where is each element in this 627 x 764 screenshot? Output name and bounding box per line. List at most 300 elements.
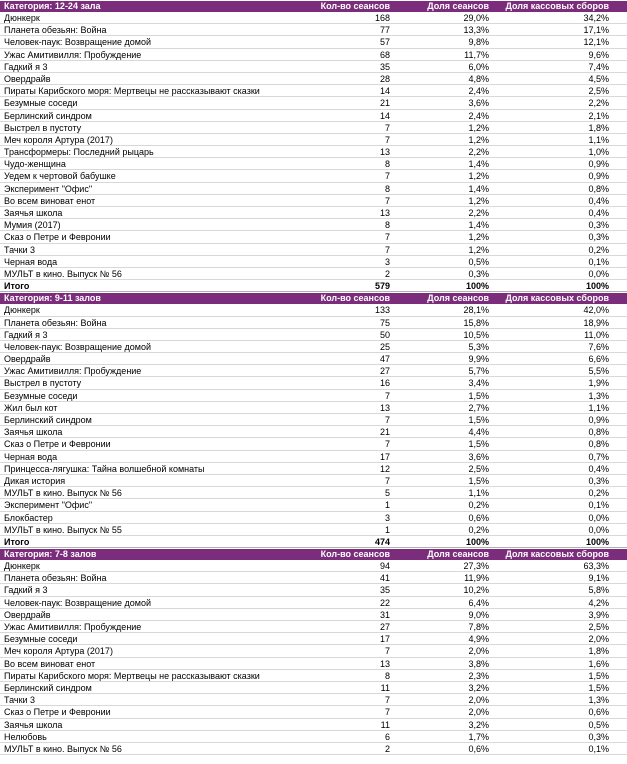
sessions-share: 9,0% <box>468 609 489 620</box>
box-office-share: 9,1% <box>588 573 609 584</box>
sessions-count: 11 <box>380 719 390 730</box>
table-row <box>0 463 627 475</box>
table-row <box>0 438 627 450</box>
box-office-share: 0,0% <box>588 524 609 535</box>
box-office-share: 0,8% <box>588 183 609 194</box>
sessions-count: 68 <box>379 49 390 60</box>
film-title: Безумные соседи <box>4 634 78 645</box>
table-row <box>0 560 627 572</box>
box-office-share: 0,1% <box>588 256 609 267</box>
category-title: Категория: 7-8 залов <box>4 549 97 560</box>
box-office-share: 1,3% <box>588 390 609 401</box>
film-title: Гадкий я 3 <box>4 329 48 340</box>
sessions-count: 94 <box>379 561 390 572</box>
sessions-count: 14 <box>379 86 390 97</box>
sessions-count: 12 <box>379 463 390 474</box>
sessions-share: 1,1% <box>468 488 489 499</box>
film-title: Пираты Карибского моря: Мертвецы не рассказывают сказки <box>4 670 260 681</box>
film-title: Во всем виноват енот <box>4 658 96 669</box>
sessions-count: 75 <box>379 317 390 328</box>
sessions-share: 3,2% <box>468 682 489 693</box>
box-office-share: 0,2% <box>588 244 609 255</box>
sessions-count: 35 <box>379 61 390 72</box>
table-row <box>0 670 627 682</box>
box-office-share: 6,6% <box>588 354 609 365</box>
table-row <box>0 207 627 219</box>
film-title: Пираты Карибского моря: Мертвецы не рассказывают сказки <box>4 86 260 97</box>
box-office-share: 1,6% <box>588 658 609 669</box>
sessions-share: 1,5% <box>468 475 489 486</box>
sessions-share: 5,7% <box>468 366 489 377</box>
sessions-count: 16 <box>379 378 390 389</box>
sessions-count: 3 <box>384 256 390 267</box>
sessions-share: 0,5% <box>468 256 489 267</box>
sessions-share: 9,9% <box>468 354 489 365</box>
col-header-sessions: Кол-во сеансов <box>320 549 390 560</box>
film-title: Заячья школа <box>4 208 63 218</box>
box-office-share: 0,3% <box>588 232 609 243</box>
box-office-share: 2,5% <box>588 86 609 97</box>
table-row <box>0 110 627 122</box>
film-title: Выстрел в пустоту <box>4 378 82 389</box>
box-office-share: 1,0% <box>588 147 609 158</box>
film-title: Сказ о Петре и Февронии <box>4 439 111 450</box>
report-table <box>0 1 627 755</box>
film-title: Безумные соседи <box>4 98 78 109</box>
sessions-count: 13 <box>379 658 390 669</box>
sessions-share: 10,5% <box>463 329 489 340</box>
sessions-share: 1,5% <box>468 415 489 425</box>
box-office-share: 0,2% <box>588 488 609 499</box>
box-office-share: 34,2% <box>583 13 609 23</box>
sessions-share: 0,6% <box>468 743 489 754</box>
col-header-sessions: Кол-во сеансов <box>320 293 390 304</box>
box-office-share: 0,0% <box>588 268 609 279</box>
table-row <box>0 134 627 146</box>
table-row <box>0 353 627 365</box>
sessions-count: 8 <box>384 159 390 170</box>
table-row <box>0 244 627 256</box>
table-row <box>0 170 627 182</box>
sessions-count: 35 <box>379 585 390 596</box>
sessions-count: 7 <box>384 122 390 133</box>
film-title: Сказ о Петре и Февронии <box>4 232 111 243</box>
table-row <box>0 414 627 426</box>
sessions-share: 15,8% <box>463 317 489 328</box>
table-row <box>0 621 627 633</box>
sessions-count: 7 <box>384 415 390 425</box>
sessions-share: 3,6% <box>468 98 489 109</box>
sessions-count: 25 <box>379 341 390 352</box>
box-office-share: 17,1% <box>583 25 609 36</box>
table-row <box>0 645 627 657</box>
sessions-share: 2,0% <box>468 707 489 718</box>
sessions-count: 7 <box>384 646 390 657</box>
film-title: Дюнкерк <box>4 561 40 572</box>
sessions-share: 3,8% <box>468 658 489 669</box>
film-title: Берлинский синдром <box>4 682 92 693</box>
film-title: Человек-паук: Возвращение домой <box>4 597 152 608</box>
film-title: Эксперимент "Офис" <box>4 500 93 511</box>
film-title: Меч короля Артура (2017) <box>4 134 113 145</box>
col-header-sessions: Кол-во сеансов <box>320 1 390 11</box>
film-title: Тачки 3 <box>4 695 36 706</box>
film-title: Гадкий я 3 <box>4 61 48 72</box>
sessions-share: 1,7% <box>468 731 489 742</box>
sessions-share: 2,7% <box>468 402 489 413</box>
sessions-share: 1,2% <box>468 171 489 182</box>
film-title: МУЛЬТ в кино. Выпуск № 56 <box>4 488 122 499</box>
box-office-share: 1,8% <box>588 646 609 657</box>
film-title: Жил был кот <box>4 402 58 413</box>
table-row <box>0 85 627 97</box>
box-office-share: 2,1% <box>588 110 609 121</box>
box-office-share: 0,3% <box>588 731 609 742</box>
sessions-count: 22 <box>379 597 390 608</box>
total-share: 100% <box>465 281 489 292</box>
total-label: Итого <box>4 281 30 292</box>
sessions-count: 21 <box>379 98 390 109</box>
box-office-share: 1,8% <box>588 122 609 133</box>
film-title: Человек-паук: Возвращение домой <box>4 341 152 352</box>
box-office-share: 2,5% <box>588 622 609 632</box>
sessions-count: 7 <box>384 439 390 450</box>
sessions-share: 28,1% <box>463 305 489 316</box>
sessions-share: 1,4% <box>468 159 489 170</box>
box-office-share: 0,8% <box>588 439 609 450</box>
box-office-share: 1,9% <box>588 378 609 389</box>
film-title: Выстрел в пустоту <box>4 122 82 133</box>
sessions-share: 3,6% <box>468 451 489 462</box>
sessions-count: 7 <box>384 134 390 145</box>
film-title: Овердрайв <box>4 609 51 620</box>
box-office-share: 1,3% <box>588 695 609 706</box>
sessions-count: 47 <box>379 354 390 365</box>
table-row <box>0 122 627 134</box>
sessions-share: 2,0% <box>468 646 489 657</box>
box-office-share: 1,1% <box>588 402 609 413</box>
sessions-count: 7 <box>384 390 390 401</box>
col-header-share: Доля сеансов <box>427 549 489 560</box>
sessions-count: 7 <box>384 695 390 706</box>
box-office-share: 11,0% <box>584 329 609 340</box>
sessions-share: 2,5% <box>468 463 489 474</box>
table-row <box>0 268 627 280</box>
sessions-count: 31 <box>379 609 390 620</box>
table-row <box>0 719 627 731</box>
category-section <box>0 1 627 292</box>
film-title: Ужас Амитивилля: Пробуждение <box>4 49 142 60</box>
film-title: Сказ о Петре и Февронии <box>4 707 111 718</box>
sessions-count: 7 <box>384 232 390 243</box>
film-title: Дикая история <box>4 475 66 486</box>
total-share: 100% <box>465 536 489 547</box>
sessions-share: 6,4% <box>468 597 489 608</box>
sessions-count: 27 <box>379 622 390 632</box>
sessions-count: 7 <box>384 171 390 182</box>
table-row <box>0 451 627 463</box>
sessions-count: 77 <box>379 25 390 36</box>
table-row <box>0 682 627 694</box>
table-row <box>0 231 627 243</box>
box-office-share: 0,3% <box>588 475 609 486</box>
table-row <box>0 402 627 414</box>
table-row <box>0 36 627 48</box>
table-row <box>0 475 627 487</box>
box-office-share: 1,5% <box>588 670 609 681</box>
film-title: МУЛЬТ в кино. Выпуск № 55 <box>4 524 122 535</box>
film-title: Планета обезьян: Война <box>4 25 107 36</box>
sessions-count: 168 <box>374 13 390 23</box>
sessions-share: 1,2% <box>468 244 489 255</box>
box-office-share: 0,5% <box>588 719 609 730</box>
sessions-share: 2,0% <box>468 695 489 706</box>
table-row <box>0 97 627 109</box>
film-title: Берлинский синдром <box>4 415 92 425</box>
total-label: Итого <box>4 536 30 547</box>
sessions-share: 1,2% <box>468 232 489 243</box>
box-office-share: 63,3% <box>583 561 609 572</box>
sessions-count: 17 <box>379 451 390 462</box>
table-row <box>0 597 627 609</box>
sessions-count: 7 <box>384 707 390 718</box>
table-row <box>0 304 627 316</box>
film-title: Эксперимент "Офис" <box>4 183 93 194</box>
sessions-count: 8 <box>384 183 390 194</box>
sessions-count: 17 <box>379 634 390 645</box>
film-title: Нелюбовь <box>4 731 47 742</box>
sessions-share: 1,2% <box>468 195 489 206</box>
table-row <box>0 426 627 438</box>
table-row <box>0 512 627 524</box>
box-office-share: 2,2% <box>588 98 609 109</box>
table-row <box>0 365 627 377</box>
table-row <box>0 572 627 584</box>
sessions-share: 4,9% <box>468 634 489 645</box>
table-row <box>0 341 627 353</box>
table-row <box>0 499 627 511</box>
sessions-share: 1,4% <box>468 183 489 194</box>
sessions-share: 1,2% <box>468 134 489 145</box>
table-row <box>0 329 627 341</box>
film-title: Тачки 3 <box>4 244 36 255</box>
col-header-share: Доля сеансов <box>427 1 489 11</box>
category-title: Категория: 12-24 зала <box>4 1 101 11</box>
sessions-share: 4,4% <box>468 427 489 438</box>
table-row <box>0 731 627 743</box>
table-row <box>0 12 627 24</box>
sessions-share: 0,2% <box>468 524 489 535</box>
sessions-count: 5 <box>384 488 390 499</box>
sessions-share: 1,5% <box>468 439 489 450</box>
sessions-share: 0,2% <box>468 500 489 511</box>
box-office-share: 42,0% <box>583 305 609 316</box>
film-title: Мумия (2017) <box>4 220 61 231</box>
category-header <box>0 549 627 560</box>
sessions-share: 0,6% <box>468 512 489 523</box>
table-row <box>0 24 627 36</box>
sessions-share: 6,0% <box>468 61 489 72</box>
category-title: Категория: 9-11 залов <box>4 293 101 304</box>
table-row <box>0 49 627 61</box>
box-office-share: 5,5% <box>588 366 609 377</box>
box-office-share: 0,1% <box>588 500 609 511</box>
sessions-share: 7,8% <box>468 622 489 632</box>
col-header-box: Доля кассовых сборов <box>505 549 609 560</box>
total-sessions: 474 <box>374 536 390 547</box>
sessions-share: 4,8% <box>468 73 489 84</box>
film-title: Блокбастер <box>4 512 53 523</box>
table-row <box>0 256 627 268</box>
table-row <box>0 158 627 170</box>
film-title: Принцесса-лягушка: Тайна волшебной комнаты <box>4 463 205 474</box>
sessions-share: 29,0% <box>463 13 489 23</box>
box-office-share: 0,9% <box>588 415 609 425</box>
table-row <box>0 219 627 231</box>
sessions-count: 1 <box>384 500 390 511</box>
film-title: Уедем к чертовой бабушке <box>4 171 116 182</box>
sessions-share: 1,4% <box>468 220 489 231</box>
sessions-count: 13 <box>379 208 390 218</box>
sessions-share: 2,4% <box>468 110 489 121</box>
sessions-share: 2,3% <box>468 670 489 681</box>
sessions-share: 9,8% <box>468 37 489 48</box>
box-office-share: 0,9% <box>588 171 609 182</box>
film-title: МУЛЬТ в кино. Выпуск № 56 <box>4 268 122 279</box>
sessions-count: 8 <box>384 220 390 231</box>
category-section <box>0 293 627 548</box>
sessions-count: 6 <box>384 731 390 742</box>
sessions-count: 2 <box>384 743 390 754</box>
film-title: Дюнкерк <box>4 13 40 23</box>
film-title: Человек-паук: Возвращение домой <box>4 37 152 48</box>
box-office-share: 4,5% <box>588 73 609 84</box>
col-header-box: Доля кассовых сборов <box>505 293 609 304</box>
film-title: Овердрайв <box>4 73 51 84</box>
box-office-share: 1,1% <box>588 134 609 145</box>
sessions-share: 1,5% <box>468 390 489 401</box>
box-office-share: 0,6% <box>588 707 609 718</box>
film-title: Ужас Амитивилля: Пробуждение <box>4 366 142 377</box>
film-title: Черная вода <box>4 256 58 267</box>
sessions-count: 7 <box>384 475 390 486</box>
table-row <box>0 73 627 85</box>
col-header-share: Доля сеансов <box>427 293 489 304</box>
table-row <box>0 584 627 596</box>
film-title: Заячья школа <box>4 719 63 730</box>
box-office-share: 0,4% <box>588 463 609 474</box>
table-row <box>0 706 627 718</box>
film-title: Чудо-женщина <box>4 159 66 170</box>
film-title: Гадкий я 3 <box>4 585 48 596</box>
sessions-count: 7 <box>384 195 390 206</box>
sessions-count: 133 <box>374 305 390 316</box>
table-row <box>0 390 627 402</box>
sessions-share: 13,3% <box>463 25 489 36</box>
sessions-share: 27,3% <box>463 561 489 572</box>
table-row <box>0 317 627 329</box>
film-title: Во всем виноват енот <box>4 195 96 206</box>
box-office-share: 12,1% <box>583 37 609 48</box>
box-office-share: 1,5% <box>588 682 609 693</box>
table-row <box>0 743 627 755</box>
table-row <box>0 195 627 207</box>
sessions-count: 3 <box>384 512 390 523</box>
sessions-count: 50 <box>379 329 390 340</box>
total-row <box>0 280 627 292</box>
sessions-share: 0,3% <box>468 268 489 279</box>
sessions-share: 3,4% <box>468 378 489 389</box>
table-row <box>0 694 627 706</box>
sessions-share: 11,7% <box>464 49 489 60</box>
sessions-count: 2 <box>384 268 390 279</box>
category-section <box>0 549 627 755</box>
box-office-share: 0,0% <box>588 512 609 523</box>
sessions-share: 2,4% <box>468 86 489 97</box>
film-title: Берлинский синдром <box>4 110 92 121</box>
table-row <box>0 524 627 536</box>
sessions-count: 13 <box>379 402 390 413</box>
total-row <box>0 536 627 548</box>
film-title: Ужас Амитивилля: Пробуждение <box>4 622 142 632</box>
film-title: Безумные соседи <box>4 390 78 401</box>
sessions-count: 13 <box>379 147 390 158</box>
film-title: Дюнкерк <box>4 305 40 316</box>
sessions-count: 14 <box>379 110 390 121</box>
box-office-share: 7,6% <box>588 341 609 352</box>
sessions-count: 41 <box>379 573 390 584</box>
sessions-count: 27 <box>379 366 390 377</box>
film-title: Планета обезьян: Война <box>4 573 107 584</box>
sessions-count: 8 <box>384 670 390 681</box>
table-row <box>0 487 627 499</box>
sessions-share: 11,9% <box>464 573 489 584</box>
film-title: МУЛЬТ в кино. Выпуск № 56 <box>4 743 122 754</box>
box-office-share: 0,7% <box>588 451 609 462</box>
table-row <box>0 377 627 389</box>
box-office-share: 18,9% <box>583 317 609 328</box>
category-header <box>0 1 627 12</box>
table-row <box>0 183 627 195</box>
sessions-share: 1,2% <box>468 122 489 133</box>
box-office-share: 3,9% <box>588 609 609 620</box>
table-row <box>0 146 627 158</box>
box-office-share: 0,3% <box>588 220 609 231</box>
box-office-share: 0,4% <box>588 208 609 218</box>
sessions-count: 7 <box>384 244 390 255</box>
table-row <box>0 633 627 645</box>
box-office-share: 5,8% <box>588 585 609 596</box>
table-row <box>0 658 627 670</box>
sessions-count: 1 <box>384 524 390 535</box>
sessions-count: 57 <box>379 37 390 48</box>
table-row <box>0 609 627 621</box>
film-title: Трансформеры: Последний рыцарь <box>4 147 154 158</box>
table-row <box>0 61 627 73</box>
film-title: Меч короля Артура (2017) <box>4 646 113 657</box>
film-title: Заячья школа <box>4 427 63 438</box>
sessions-share: 2,2% <box>468 147 489 158</box>
total-sessions: 579 <box>374 281 390 292</box>
total-box: 100% <box>585 536 609 547</box>
film-title: Планета обезьян: Война <box>4 317 107 328</box>
category-header <box>0 293 627 304</box>
box-office-share: 7,4% <box>588 61 609 72</box>
sessions-count: 28 <box>379 73 390 84</box>
sessions-count: 11 <box>380 682 390 693</box>
sessions-share: 2,2% <box>468 208 489 218</box>
box-office-share: 0,9% <box>588 159 609 170</box>
